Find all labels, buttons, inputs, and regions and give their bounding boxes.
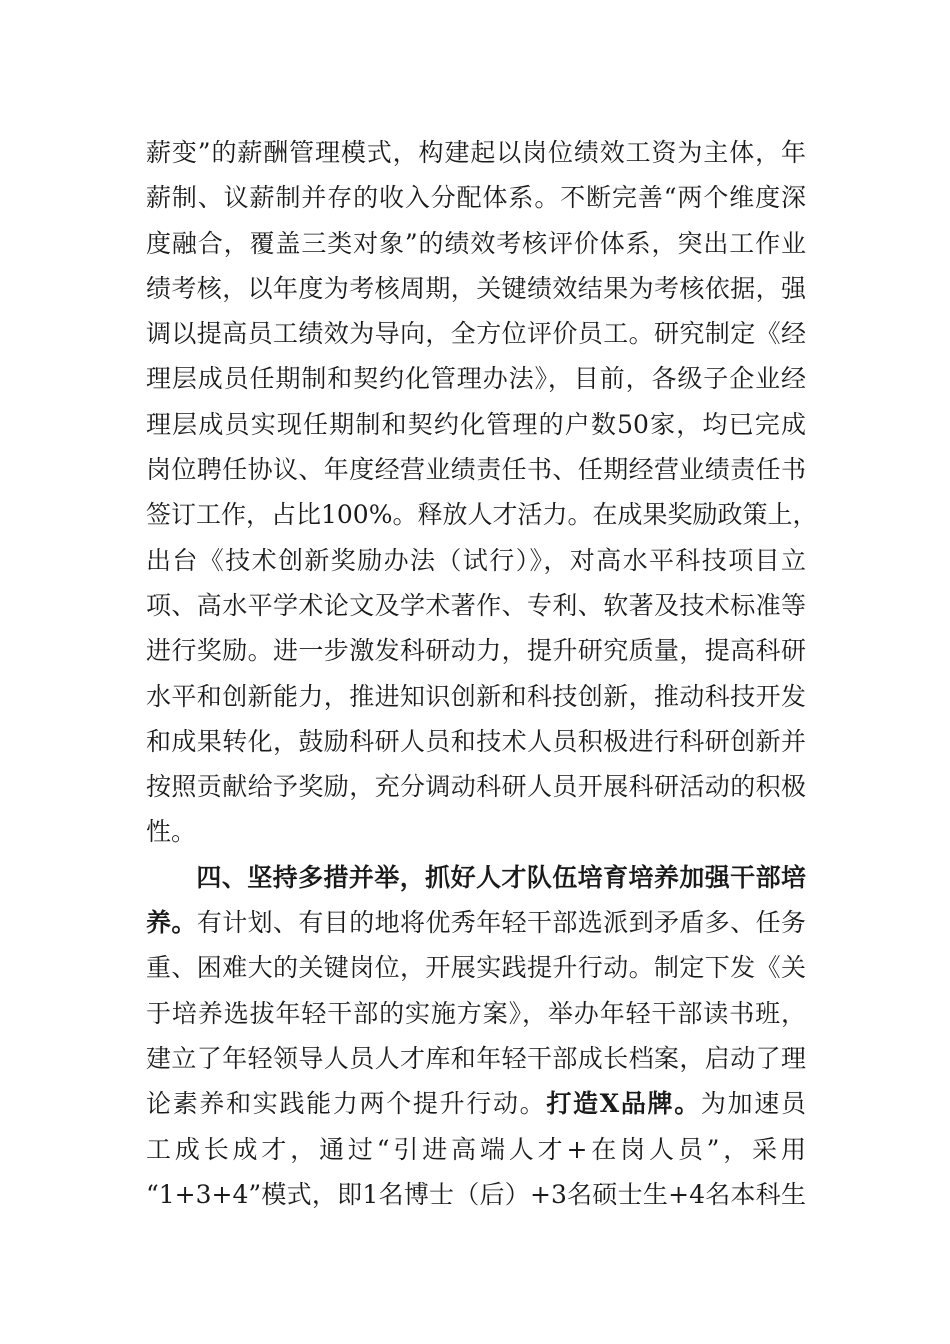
text-line <box>146 1081 806 1126</box>
text-span: 有计划、有目的地将优秀年轻干部选派到矛盾多、任务 <box>196 908 806 938</box>
section-heading: 四、坚持多措并举，抓好人才队伍培育培养加强干部培 <box>196 862 806 892</box>
text-line: 于培养选拔年轻干部的实施方案》，举办年轻干部读书班， <box>146 998 806 1028</box>
text-line: 签订工作，占比100%。释放人才活力。在成果奖励政策上， <box>146 500 818 530</box>
text-line: 岗位聘任协议、年度经营业绩责任书、任期经营业绩责任书 <box>146 455 806 485</box>
text-line: “1+3+4”模式，即1名博士（后）+3名硕士生+4名本科生 <box>146 1179 806 1209</box>
text-line: 进行奖励。进一步激发科研动力，提升研究质量，提高科研 <box>146 636 806 666</box>
section-heading-line <box>146 855 806 900</box>
text-line: 按照贡献给予奖励，充分调动科研人员开展科研活动的积极 <box>146 772 806 802</box>
text-line: 重、困难大的关键岗位，开展实践提升行动。制定下发《关 <box>146 953 806 983</box>
bold-phrase: 养。 <box>146 908 197 938</box>
text-line <box>146 900 806 945</box>
text-line: 水平和创新能力，推进知识创新和科技创新，推动科技开发 <box>146 681 806 711</box>
text-line: 度融合，覆盖三类对象”的绩效考核评价体系，突出工作业 <box>146 228 806 258</box>
text-line: 理层成员任期制和契约化管理办法》，目前，各级子企业经 <box>146 364 806 394</box>
text-line: 性。 <box>146 817 197 847</box>
text-line: 工成长成才，通过“引进高端人才+在岗人员”，采用 <box>146 1134 806 1164</box>
text-line: 薪制、议薪制并存的收入分配体系。不断完善“两个维度深 <box>146 183 806 213</box>
text-line: 理层成员实现任期制和契约化管理的户数50家，均已完成 <box>146 409 806 439</box>
text-line: 项、高水平学术论文及学术著作、专利、软著及技术标准等 <box>146 590 806 620</box>
text-line: 薪变”的薪酬管理模式，构建起以岗位绩效工资为主体，年 <box>146 138 806 167</box>
text-line: 绩考核，以年度为考核周期，关键绩效结果为考核依据，强 <box>146 273 806 303</box>
text-line: 和成果转化，鼓励科研人员和技术人员积极进行科研创新并 <box>146 726 806 756</box>
text-line: 调以提高员工绩效为导向，全方位评价员工。研究制定《经 <box>146 319 806 349</box>
text-span: 为加速员 <box>700 1089 806 1119</box>
text-line: 出台《技术创新奖励办法（试行）》，对高水平科技项目立 <box>146 545 806 575</box>
body-text <box>146 130 818 1217</box>
text-span: 论素养和实践能力两个提升行动。 <box>146 1089 547 1119</box>
text-line: 建立了年轻领导人员人才库和年轻干部成长档案，启动了理 <box>146 1043 806 1073</box>
bold-phrase: 打造X品牌。 <box>546 1089 701 1119</box>
